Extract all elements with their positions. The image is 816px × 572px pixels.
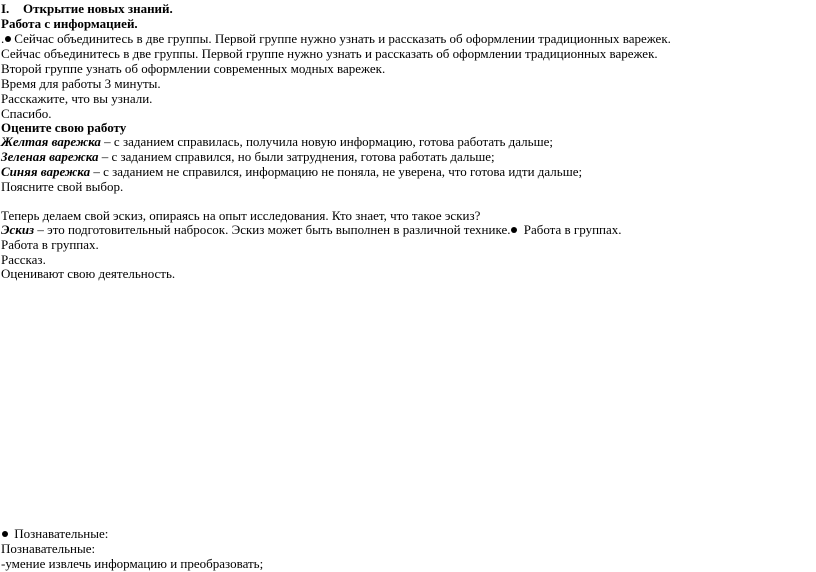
paragraph-thanks: Спасибо.	[1, 106, 52, 121]
paragraph-sketch-question: Теперь делаем свой эскиз, опираясь на опыт исследования. Кто знает, что такое эскиз?	[1, 208, 481, 223]
sketch-text: – это подготовительный набросок. Эскиз может быть выполнен в различной технике.	[34, 222, 511, 237]
paragraph-text: Сейчас объединитесь в две группы. Первой группе нужно узнать и рассказать об оформлении традиционных варежек.	[14, 31, 671, 46]
assessment-green	[1, 149, 495, 165]
paragraph-groups-bullet	[1, 31, 671, 47]
green-text: – с заданием справился, но были затруднения, готова работать дальше;	[98, 149, 495, 164]
assessment-title: Оцените свою работу	[1, 120, 127, 135]
paragraph-groups: Сейчас объединитесь в две группы. Первой группе нужно узнать и рассказать об оформлении традиционных варежек.	[1, 46, 658, 61]
bullet-icon	[5, 36, 11, 42]
paragraph-evaluate: Оценивают свою деятельность.	[1, 266, 176, 281]
section-heading	[1, 1, 173, 17]
paragraph-explain: Поясните свой выбор.	[1, 179, 124, 194]
subtitle: Работа с информацией.	[1, 16, 138, 31]
cognitive-skill: -умение извлечь информацию и преобразовать;	[1, 556, 264, 571]
assessment-yellow	[1, 134, 553, 150]
paragraph-time: Время для работы 3 минуты.	[1, 76, 161, 91]
sketch-term: Эскиз	[1, 222, 35, 237]
yellow-term: Желтая варежка	[1, 134, 101, 149]
bullet-icon	[2, 531, 8, 537]
sketch-after: Работа в группах.	[520, 222, 622, 237]
paragraph-tell: Расскажите, что вы узнали.	[1, 91, 153, 106]
section-numeral: I.	[1, 1, 10, 16]
paragraph-work-groups: Работа в группах.	[1, 237, 99, 252]
blue-term: Синяя варежка	[1, 164, 91, 179]
paragraph-second-group: Второй группе узнать об оформлении современных модных варежек.	[1, 61, 386, 76]
green-term: Зеленая варежка	[1, 149, 99, 164]
paragraph-story: Рассказ.	[1, 252, 46, 267]
line-prefix: .	[1, 31, 5, 46]
cognitive-bullet-text: Познавательные:	[11, 526, 109, 541]
section-title: Открытие новых знаний.	[23, 1, 173, 16]
bullet-icon	[511, 227, 517, 233]
cognitive-heading: Познавательные:	[1, 541, 96, 556]
yellow-text: – с заданием справилась, получила новую информацию, готова работать дальше;	[100, 134, 553, 149]
cognitive-bullet-line	[1, 526, 108, 542]
assessment-blue	[1, 164, 582, 180]
blue-text: – с заданием не справился, информацию не поняла, не уверена, что готова идти дальше;	[90, 164, 583, 179]
paragraph-sketch-definition	[1, 222, 622, 238]
